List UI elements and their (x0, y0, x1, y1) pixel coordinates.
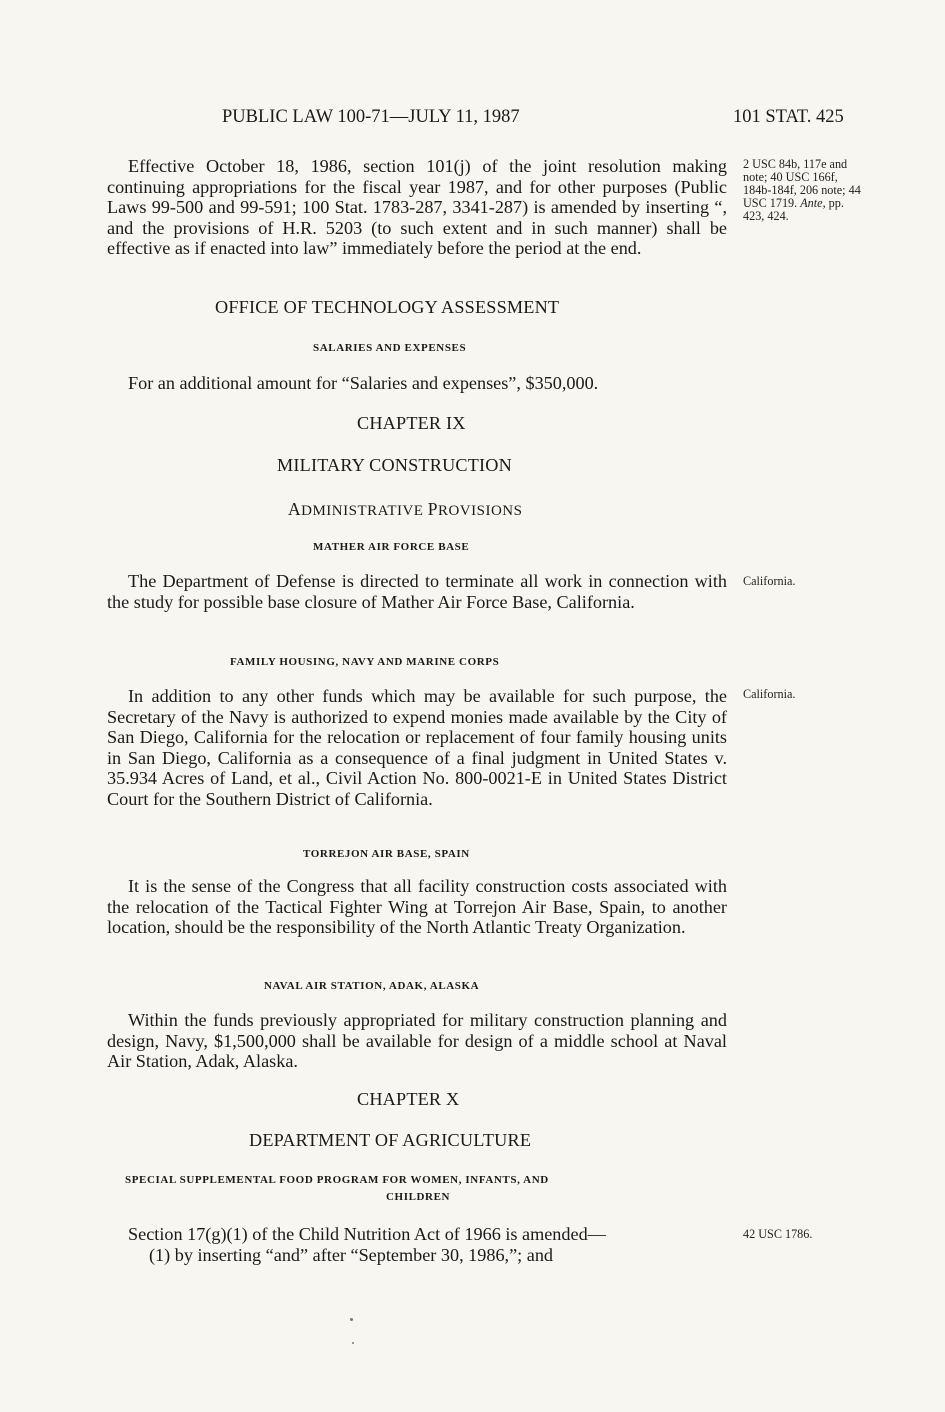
running-title: PUBLIC LAW 100-71—JULY 11, 1987 (222, 107, 520, 127)
ota-paragraph-block (128, 373, 728, 394)
housing-paragraph-block (107, 686, 727, 809)
intro-margin-citation: 2 USC 84b, 117e and note; 40 USC 166f, 184b-184f, 206 note; 44 USC 1719. (743, 157, 861, 210)
mather-paragraph-block (107, 571, 727, 612)
chapter-x-label: CHAPTER X (357, 1089, 460, 1109)
administrative-provisions-heading (288, 499, 522, 520)
military-construction-heading: MILITARY CONSTRUCTION (277, 455, 512, 475)
wic-amendment-item-1: (1) by inserting “and” after “September 30, 1986,”; and (149, 1244, 554, 1265)
ota-heading: OFFICE OF TECHNOLOGY ASSESSMENT (215, 297, 560, 317)
admin-cap-p: P (427, 499, 438, 519)
admin-cap-a: A (288, 499, 302, 519)
ota-subheading: SALARIES AND EXPENSES (313, 342, 467, 354)
adak-paragraph-block (107, 1010, 727, 1072)
adak-paragraph: Within the funds previously appropriated for military construction planning and design, Navy, $1,500,000 shall be available for design of a middle school at Naval Air Station, Adak, Alaska. (107, 1010, 727, 1071)
intro-margin-pages: , pp. 423, 424. (743, 196, 844, 223)
admin-rest-1: DMINISTRATIVE (301, 503, 428, 519)
housing-paragraph: In addition to any other funds which may be available for such purpose, the Secretary of the Navy is authorized to expend monies made available by the City of San Diego, California for the relocation or replacement of four family housing units in San Diego, California as a consequence of a final judgment in United States v. 35.934 Acres of Land, et al., Civil Action No. 800-0021-E in United States District Court for the Southern District of California. (107, 686, 727, 809)
page-reference: 101 STAT. 425 (733, 107, 844, 127)
wic-paragraph: Section 17(g)(1) of the Child Nutrition Act of 1966 is amended— (128, 1224, 606, 1244)
mather-paragraph: The Department of Defense is directed to terminate all work in connection with the study for possible base closure of Mather Air Force Base, California. (107, 571, 727, 612)
torrejon-paragraph: It is the sense of the Congress that all facility construction costs associated with the relocation of the Tactical Fighter Wing at Torrejon Air Base, Spain, to another location, should be the responsibility of the North Atlantic Treaty Organization. (107, 876, 727, 937)
wic-paragraph-block (107, 1224, 727, 1265)
intro-margin-note (743, 158, 863, 223)
intro-paragraph-block (107, 156, 727, 259)
wic-heading-line-1: SPECIAL SUPPLEMENTAL FOOD PROGRAM FOR WOMEN, INFANTS, AND (125, 1174, 549, 1186)
chapter-ix-label: CHAPTER IX (357, 413, 466, 433)
adak-heading: NAVAL AIR STATION, ADAK, ALASKA (264, 980, 480, 992)
housing-margin-note: California. (743, 687, 796, 701)
intro-margin-ante: Ante (800, 196, 823, 210)
mather-heading: MATHER AIR FORCE BASE (313, 541, 470, 553)
scan-speck (352, 1342, 354, 1344)
wic-heading-line-2: CHILDREN (386, 1191, 451, 1203)
agriculture-heading: DEPARTMENT OF AGRICULTURE (249, 1130, 532, 1150)
mather-margin-note: California. (743, 574, 796, 588)
family-housing-heading: FAMILY HOUSING, NAVY AND MARINE CORPS (230, 656, 500, 668)
torrejon-heading: TORREJON AIR BASE, SPAIN (303, 848, 470, 860)
scan-speck (350, 1318, 353, 1321)
page-header (0, 107, 945, 133)
admin-rest-2: ROVISIONS (437, 503, 523, 519)
wic-margin-note: 42 USC 1786. (743, 1227, 813, 1241)
torrejon-paragraph-block (107, 876, 727, 938)
intro-paragraph: Effective October 18, 1986, section 101(j) of the joint resolution making continuing appropriations for the fiscal year 1987, and for other purposes (Public Laws 99-500 and 99-591; 100 Stat. 1783-287, 3341-287) is amended by inserting “, and the provisions of H.R. 5203 (to such extent and in such manner) shall be effective as if enacted into law” immediately before the period at the end. (107, 156, 727, 258)
ota-paragraph: For an additional amount for “Salaries and expenses”, $350,000. (128, 373, 599, 393)
